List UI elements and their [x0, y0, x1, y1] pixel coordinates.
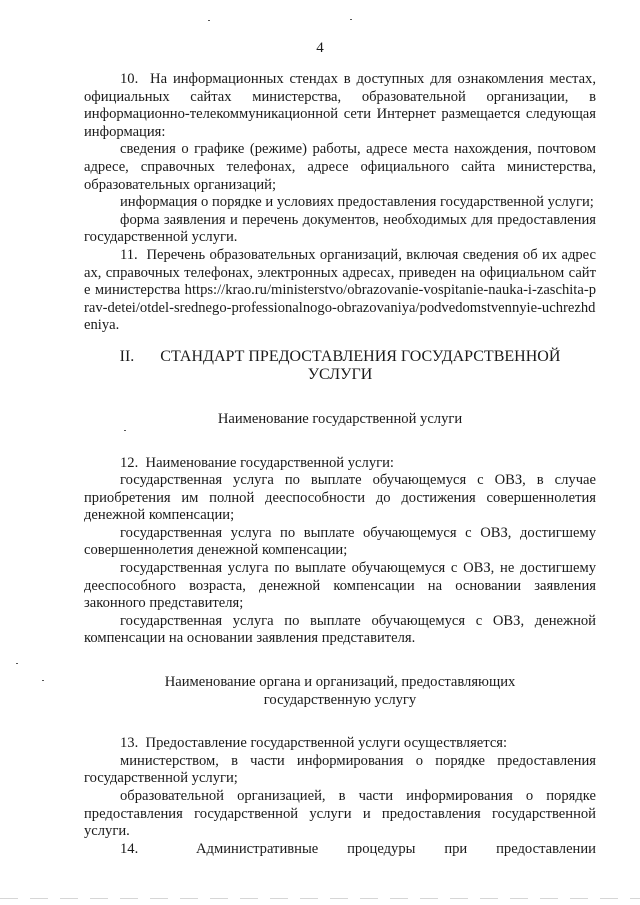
- paragraph-10-item-procedure: информация о порядке и условиях предоставления государственной услуги;: [120, 194, 594, 211]
- paragraph-10-item-schedule: сведения о графике (режиме) работы, адресе места нахождения, почтовом адресе, справочных телефонах, адресе официального сайта министерства, образовательных организаций;: [84, 141, 596, 193]
- paragraph-14: 14. Административные процедуры при предоставлении: [120, 840, 596, 857]
- paragraph-12-item-3: государственная услуга по выплате обучающемуся с ОВЗ, не достигшему дееспособного возраста, денежной компенсации на основании заявления законного представителя;: [84, 560, 596, 612]
- page-number: 4: [316, 40, 324, 56]
- paragraph-11: 11. Перечень образовательных организаций, включая сведения об их адресах, справочных телефонах, электронных адресах, приведен на официальном сайте министерства https://krao.ru/ministerstvo/obrazovanie-vospitanie-nauka-i-zaschita-prav-detei/otdel-srednego-professionalnogo-obrazovaniya/podvedomstvennyie-uchrezhdeniya.: [84, 246, 596, 334]
- scan-speck: [124, 430, 126, 431]
- paragraph-13: 13. Предоставление государственной услуги осуществляется:: [120, 735, 508, 752]
- paragraph-10-item-form: форма заявления и перечень документов, необходимых для предоставления государственной услуги.: [84, 211, 596, 246]
- subsection-organizations-title-line-1: Наименование органа и организаций, предоставляющих: [164, 674, 516, 691]
- paragraph-13-item-ministry: министерством, в части информирования о порядке предоставления государственной услуги;: [84, 752, 596, 787]
- section-2-number: II.: [119, 347, 135, 365]
- paragraph-13-item-organization: образовательной организацией, в части информирования о порядке предоставления государственной услуги и предоставления государственной услуги.: [84, 788, 596, 840]
- scan-speck: [42, 680, 44, 681]
- paragraph-12: 12. Наименование государственной услуги:: [120, 454, 394, 471]
- subsection-organizations-title-line-2: государственную услугу: [263, 691, 417, 708]
- subsection-service-name-heading: Наименование государственной услуги: [217, 410, 463, 427]
- scan-speck: [208, 20, 210, 21]
- section-2-title-line-2: УСЛУГИ: [307, 366, 373, 384]
- document-body: [84, 71, 596, 858]
- scan-speck: [350, 19, 352, 20]
- paragraph-12-item-2: государственная услуга по выплате обучающемуся с ОВЗ, достигшему совершеннолетия денежной компенсации;: [84, 524, 596, 559]
- paragraph-12-item-1: государственная услуга по выплате обучающемуся с ОВЗ, в случае приобретения им полной дееспособности до достижения совершеннолетия денежной компенсации;: [84, 472, 596, 524]
- scan-bottom-edge: [0, 898, 640, 899]
- section-2-title-line-1: СТАНДАРТ ПРЕДОСТАВЛЕНИЯ ГОСУДАРСТВЕННОЙ: [160, 347, 561, 365]
- scan-speck: [16, 663, 18, 664]
- subsection-organizations-heading: [84, 674, 596, 709]
- paragraph-12-item-4: государственная услуга по выплате обучающемуся с ОВЗ, денежной компенсации на основании заявления представителя.: [84, 612, 596, 647]
- paragraph-10: 10. На информационных стендах в доступных для ознакомления местах, официальных сайтах министерства, образовательной организации, в информационно-телекоммуникационной сети Интернет размещается следующая информация:: [84, 71, 596, 140]
- section-2-heading: [84, 348, 596, 385]
